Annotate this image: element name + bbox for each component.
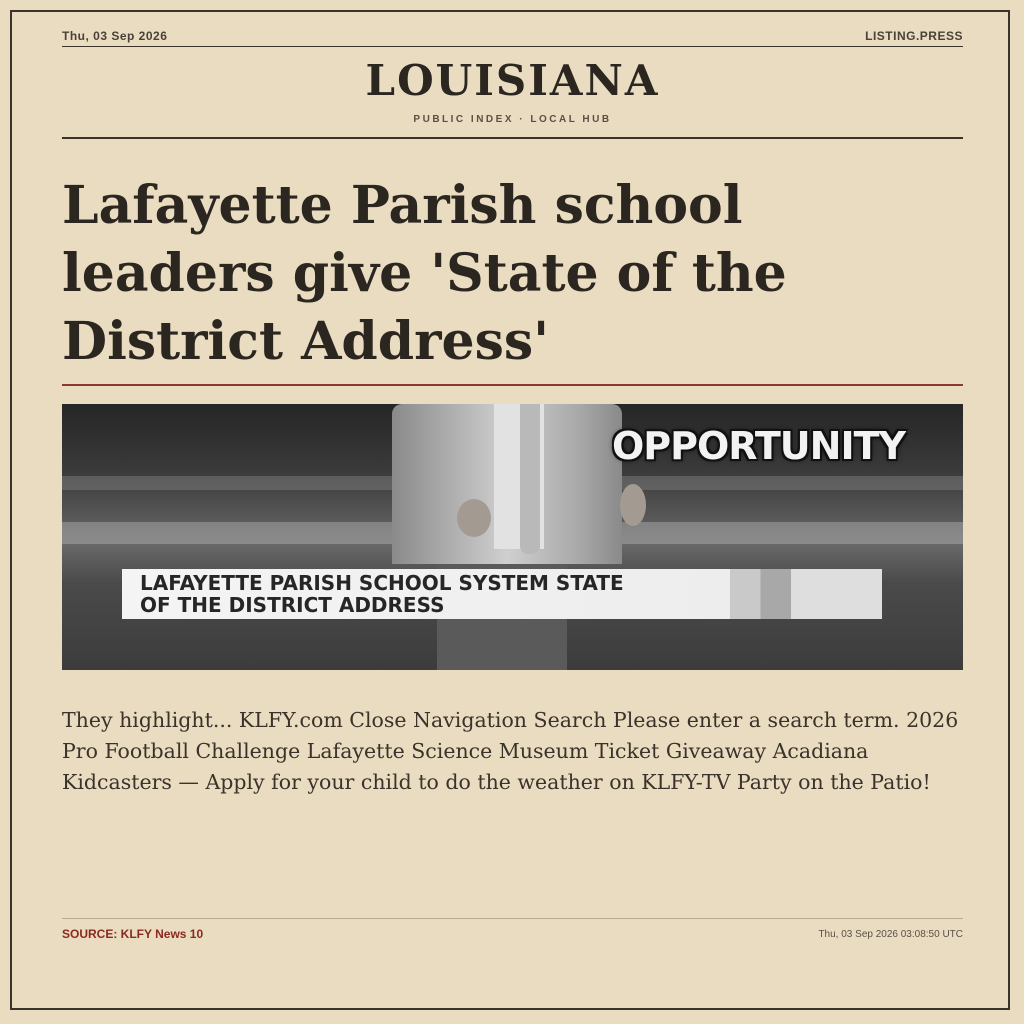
lower-third-line: OF THE DISTRICT ADDRESS <box>140 593 445 617</box>
masthead-tagline: PUBLIC INDEX · LOCAL HUB <box>413 114 612 125</box>
site-name[interactable]: LISTING.PRESS <box>865 29 963 43</box>
speaker-hand <box>457 499 491 537</box>
headline-divider <box>62 384 963 386</box>
masthead: LOUISIANA <box>365 56 660 105</box>
article-timestamp: Thu, 03 Sep 2026 03:08:50 UTC <box>818 929 963 940</box>
issue-date: Thu, 03 Sep 2026 <box>62 29 168 43</box>
article-source[interactable]: SOURCE: KLFY News 10 <box>62 927 204 941</box>
masthead-divider <box>62 137 963 139</box>
article-headline: Lafayette Parish school leaders give 'State of the District Address' <box>62 175 787 372</box>
footer-divider <box>62 918 963 919</box>
lower-third-line: LAFAYETTE PARISH SCHOOL SYSTEM STATE <box>140 571 624 595</box>
image-overlay-word: OPPORTUNITY <box>612 424 906 468</box>
top-bar <box>62 29 963 43</box>
image-lower-third <box>122 569 882 619</box>
article-body: They highlight... KLFY.com Close Navigation Search Please enter a search term. 2026 Pro Football Challenge Lafayette Science Museum Ticket Giveaway Acadiana Kidcasters — Apply for your child to do the weather on KLFY-TV Party on the Patio! <box>62 708 959 794</box>
speaker-tie <box>520 404 540 554</box>
speaker-hand <box>620 484 646 526</box>
article-image <box>62 404 963 670</box>
top-divider <box>62 46 963 47</box>
